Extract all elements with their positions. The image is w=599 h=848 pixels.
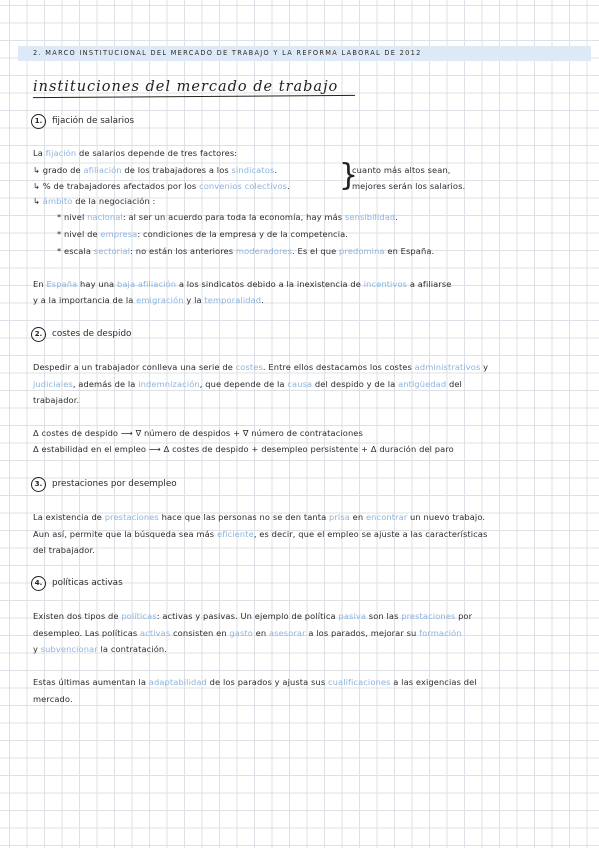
text-segment: ↳ % de trabajadores afectados por los	[33, 181, 200, 191]
text-line	[33, 362, 488, 373]
text-segment: , que depende de la	[199, 379, 288, 389]
section-number-badge: 2.	[31, 327, 46, 342]
text-segment: trabajador.	[33, 395, 80, 405]
text-segment: a afiliarse	[407, 279, 452, 289]
highlighted-term: formación	[419, 628, 462, 638]
text-line	[33, 694, 73, 705]
highlighted-term: encontrar	[365, 512, 408, 522]
text-line	[33, 545, 95, 556]
highlighted-term: indemnización	[138, 379, 200, 389]
highlighted-term: afiliación	[83, 165, 122, 175]
text-line	[33, 181, 290, 192]
text-segment: .	[287, 181, 290, 191]
main-heading: instituciones del mercado de trabajo	[33, 79, 339, 95]
highlighted-term: antigüedad	[398, 379, 447, 389]
text-segment: a los parados, mejorar su	[305, 628, 420, 638]
text-segment: ↳	[33, 196, 43, 206]
text-segment: mercado.	[33, 694, 73, 704]
text-line	[33, 148, 237, 159]
text-line	[33, 628, 462, 639]
text-segment: de la negociación :	[72, 196, 156, 206]
text-line	[57, 246, 434, 257]
text-segment: ↳ grado de	[33, 165, 84, 175]
text-segment: consisten en	[170, 628, 230, 638]
section-number-badge: 4.	[31, 576, 46, 591]
text-segment: hay una	[77, 279, 117, 289]
text-segment: .	[261, 295, 264, 305]
section-title: políticas activas	[52, 578, 123, 588]
text-segment: desempleo. Las políticas	[33, 628, 141, 638]
text-line	[33, 295, 264, 306]
highlighted-term: empresa	[100, 229, 138, 239]
text-line	[33, 279, 451, 290]
highlighted-term: costes	[235, 362, 263, 372]
text-segment: hace que las personas no se den tanta	[158, 512, 330, 522]
text-line: mejores serán los salarios.	[352, 181, 466, 191]
highlighted-term: sindicatos	[231, 165, 275, 175]
text-segment: Δ estabilidad en el empleo ⟶ Δ costes de despido + desempleo persistente + Δ duración del paro	[33, 444, 454, 454]
highlighted-term: prisa	[329, 512, 350, 522]
section-number-badge: 1.	[31, 114, 46, 129]
text-segment: en España.	[384, 246, 435, 256]
text-line	[33, 428, 363, 439]
page-title: 2. MARCO INSTITUCIONAL DEL MERCADO DE TRABAJO Y LA REFORMA LABORAL DE 2012	[33, 49, 422, 57]
highlighted-term: baja afiliación	[116, 279, 177, 289]
highlighted-term: nacional	[87, 212, 123, 222]
text-segment: : al ser un acuerdo para toda la economía, hay más	[122, 212, 345, 222]
text-line	[33, 529, 487, 540]
text-line	[33, 379, 462, 390]
text-segment: en	[349, 512, 366, 522]
text-line: cuanto más altos sean,	[352, 165, 451, 175]
section-title: fijación de salarios	[52, 116, 135, 126]
text-segment: Existen dos tipos de	[33, 611, 122, 621]
highlighted-term: eficiente	[216, 529, 254, 539]
text-segment: .	[395, 212, 399, 222]
highlighted-term: pasiva	[338, 611, 367, 621]
text-segment: y	[480, 362, 489, 372]
highlighted-term: sensibilidad	[344, 212, 396, 222]
text-segment: . Entre ellos destacamos los costes	[262, 362, 415, 372]
highlighted-term: España	[46, 279, 78, 289]
text-segment: del trabajador.	[33, 545, 95, 555]
highlighted-term: políticas	[121, 611, 157, 621]
highlighted-term: moderadores	[235, 246, 293, 256]
text-segment: .	[274, 165, 278, 175]
text-segment: a los sindicatos debido a la inexistencia de	[176, 279, 364, 289]
highlighted-term: fijación	[45, 148, 77, 158]
text-line	[33, 512, 485, 523]
heading-underline	[33, 95, 355, 98]
text-line	[33, 611, 472, 622]
text-segment: * escala	[57, 246, 94, 256]
highlighted-term: temporalidad	[204, 295, 262, 305]
text-segment: en	[252, 628, 269, 638]
text-segment: Despedir a un trabajador conlleva una serie de	[33, 362, 236, 372]
text-segment: * nivel	[57, 212, 88, 222]
highlighted-term: convenios colectivos	[199, 181, 288, 191]
text-line	[33, 395, 79, 406]
text-segment: Aun así, permite que la búsqueda sea más	[33, 529, 217, 539]
highlighted-term: judiciales	[33, 379, 73, 389]
highlighted-term: incentivos	[363, 279, 408, 289]
section-number-badge: 3.	[31, 477, 46, 492]
text-line	[57, 212, 398, 223]
text-segment: . Es el que	[292, 246, 340, 256]
highlighted-term: sectorial	[93, 246, 131, 256]
highlighted-term: prestaciones	[104, 512, 159, 522]
text-line	[33, 165, 277, 176]
section-title: prestaciones por desempleo	[52, 479, 177, 489]
text-segment: del despido y de la	[312, 379, 399, 389]
brace-symbol: }	[339, 158, 359, 193]
text-segment: * nivel de	[57, 229, 101, 239]
highlighted-term: adaptabilidad	[148, 677, 207, 687]
section-title: costes de despido	[52, 329, 132, 339]
text-line	[57, 229, 348, 240]
text-segment: En	[33, 279, 47, 289]
text-segment: Estas últimas aumentan la	[33, 677, 149, 687]
text-segment: a las exigencias del	[390, 677, 477, 687]
text-segment: y la	[183, 295, 205, 305]
text-segment: y	[33, 644, 41, 654]
text-line	[33, 444, 454, 455]
highlighted-term: cualificaciones	[327, 677, 391, 687]
text-segment: de los parados y ajusta sus	[206, 677, 328, 687]
text-line	[33, 644, 167, 655]
text-segment: : condiciones de la empresa y de la competencia.	[137, 229, 349, 239]
highlighted-term: predomina	[339, 246, 385, 256]
text-segment: La existencia de	[33, 512, 105, 522]
text-segment: : no están los anteriores	[130, 246, 236, 256]
highlighted-term: asesorar	[268, 628, 306, 638]
highlighted-term: emigración	[136, 295, 184, 305]
highlighted-term: gasto	[229, 628, 253, 638]
highlighted-term: activas	[140, 628, 171, 638]
highlighted-term: ámbito	[42, 196, 73, 206]
text-segment: Δ costes de despido ⟶ ∇ número de despidos + ∇ número de contrataciones	[33, 428, 363, 438]
text-segment: por	[455, 611, 473, 621]
text-line	[33, 677, 477, 688]
text-segment: y a la importancia de la	[33, 295, 137, 305]
text-segment: La	[33, 148, 46, 158]
text-line	[33, 196, 155, 207]
highlighted-term: prestaciones	[401, 611, 456, 621]
text-segment: un nuevo trabajo.	[407, 512, 486, 522]
text-segment: del	[446, 379, 462, 389]
text-segment: de los trabajadores a los	[121, 165, 232, 175]
highlighted-term: subvencionar	[40, 644, 98, 654]
highlighted-term: administrativos	[414, 362, 481, 372]
text-segment: , es decir, que el empleo se ajuste a las características	[253, 529, 488, 539]
text-segment: la contratación.	[97, 644, 167, 654]
text-segment: : activas y pasivas. Un ejemplo de política	[156, 611, 339, 621]
text-segment: son las	[366, 611, 402, 621]
highlighted-term: causa	[287, 379, 313, 389]
text-segment: de salarios depende de tres factores:	[76, 148, 238, 158]
text-segment: , además de la	[72, 379, 139, 389]
